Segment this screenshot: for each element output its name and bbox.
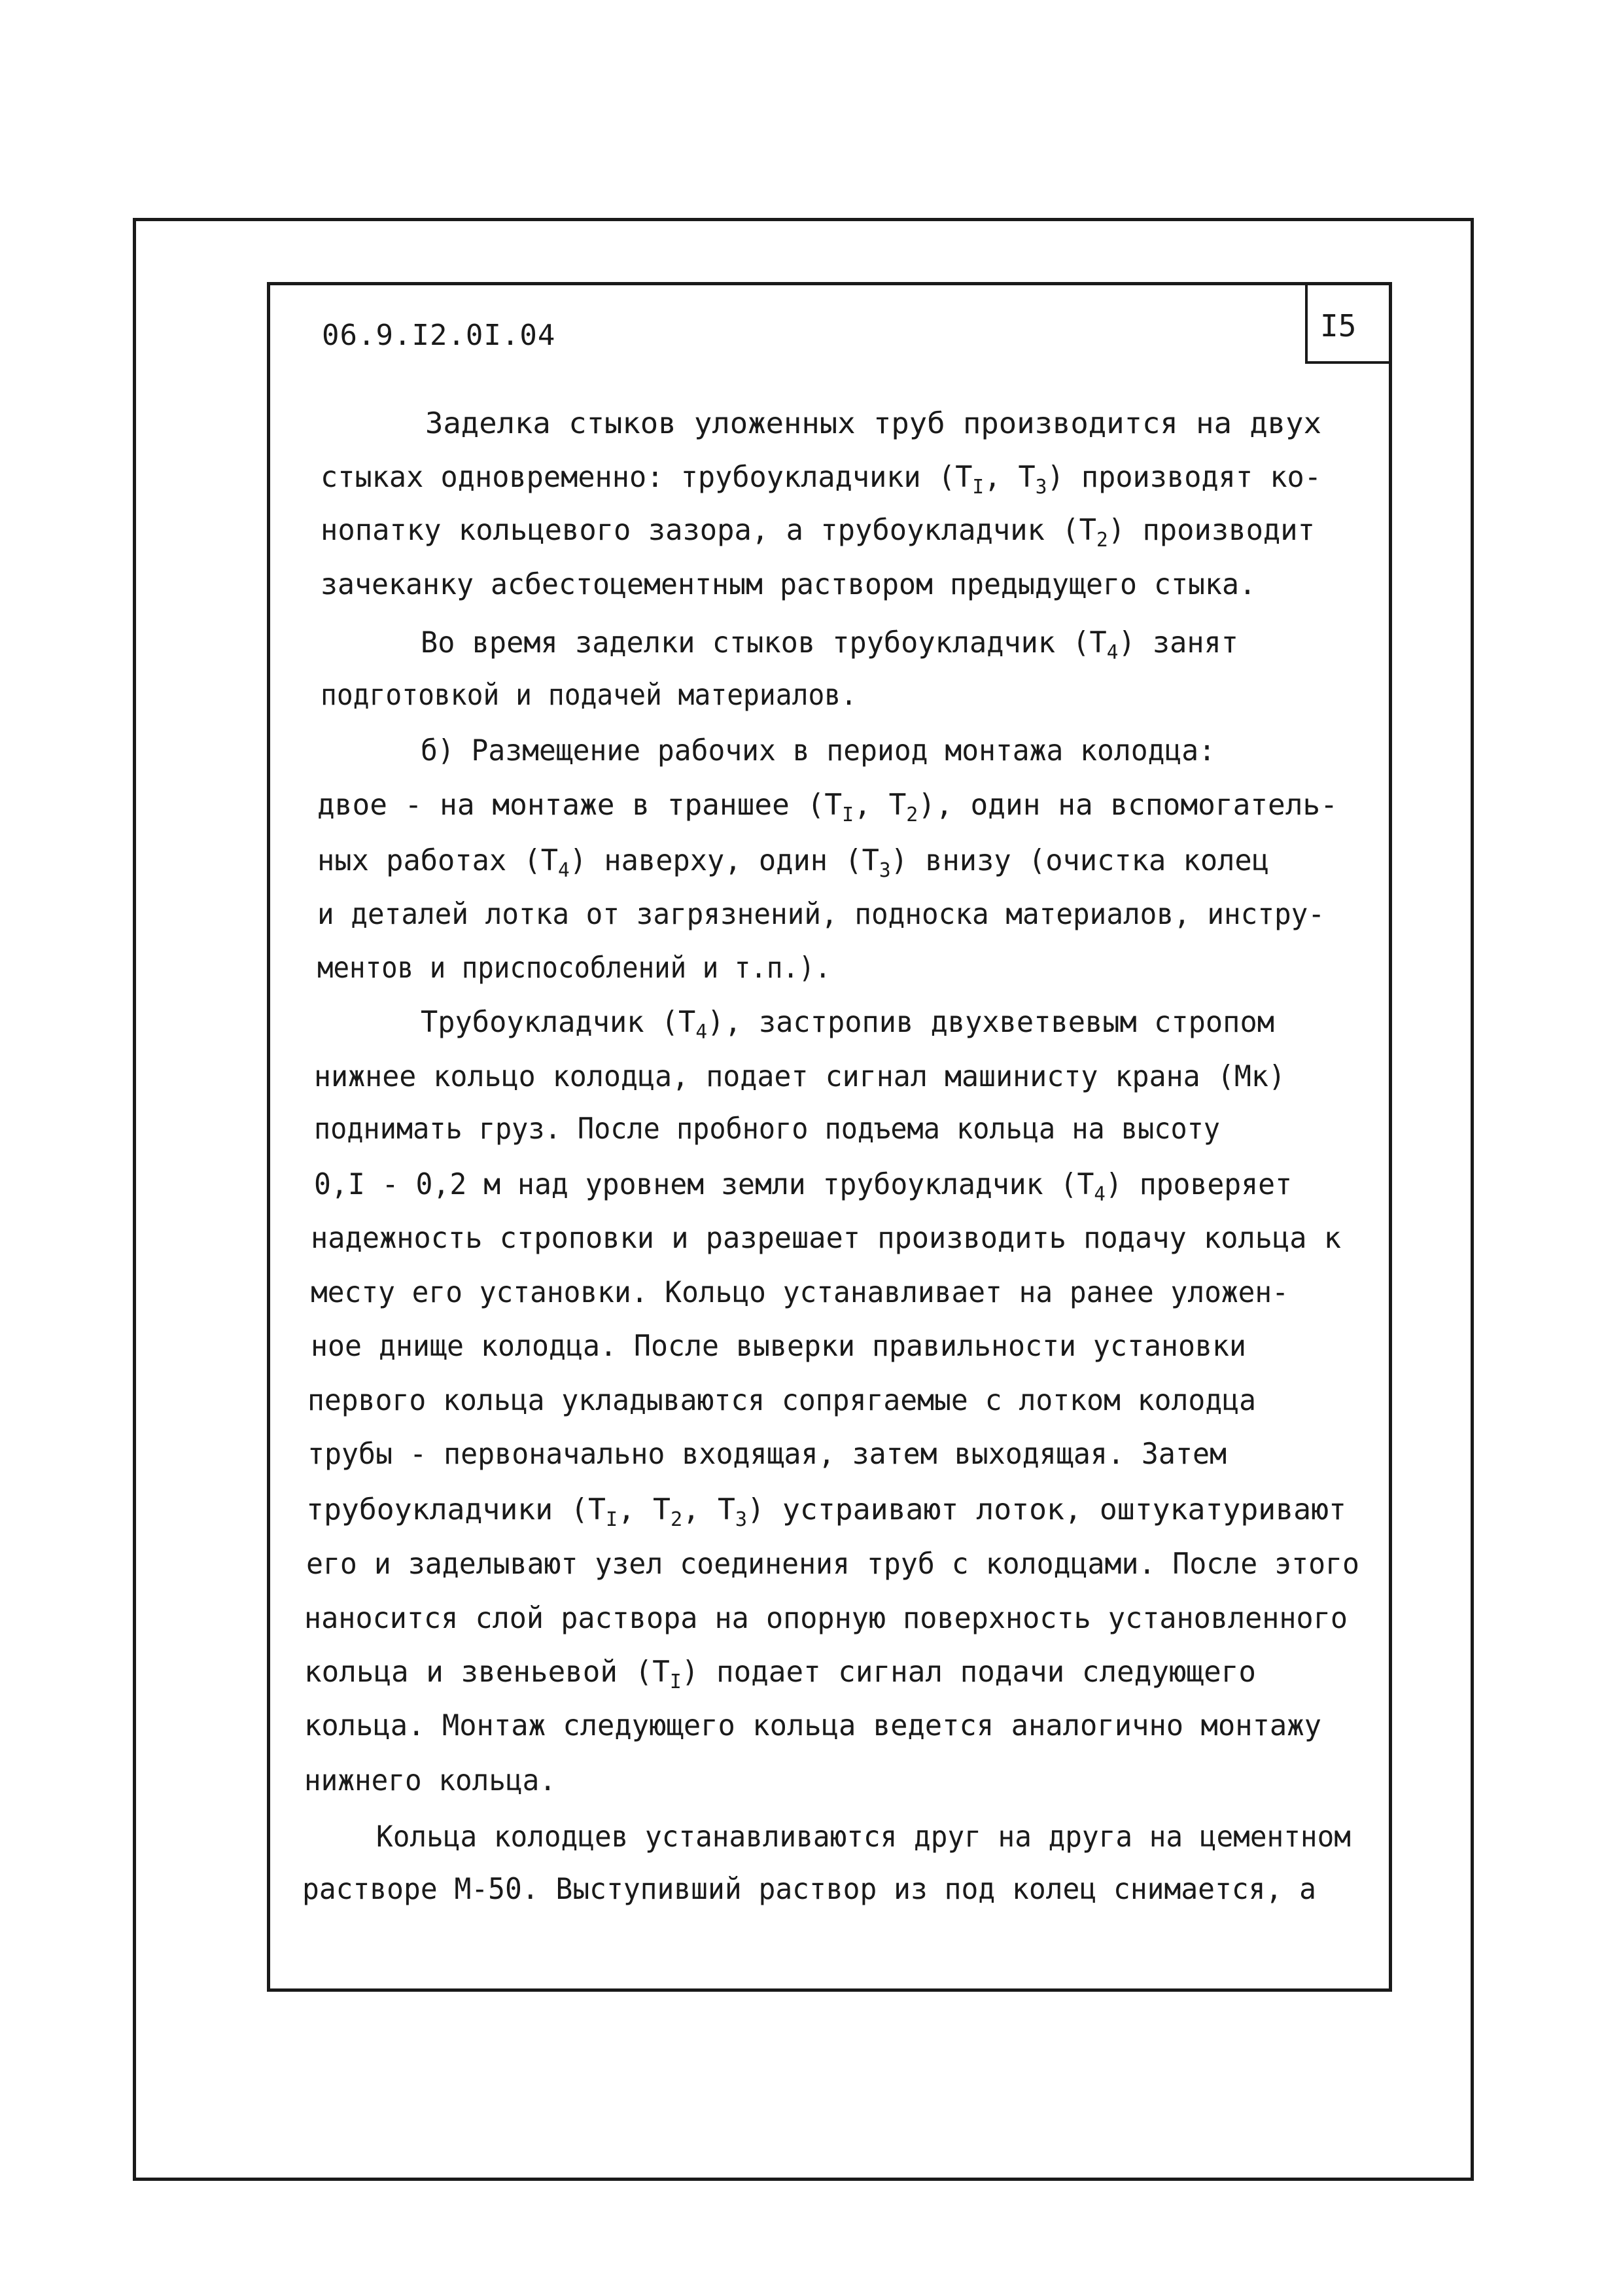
text-line: [314, 1059, 1285, 1095]
text-segment: , Т: [984, 461, 1036, 494]
text-segment: кольца. Монтаж следующего кольца ведется аналогично монтажу: [304, 1709, 1321, 1742]
text-line: [321, 567, 1256, 603]
text-line: [304, 1654, 1256, 1691]
text-line: [376, 1819, 1351, 1856]
text-segment: ) внизу (очистка колец: [890, 844, 1269, 877]
text-line: [304, 1763, 556, 1799]
text-segment: ), застропив двухветвевым стропом: [707, 1006, 1274, 1039]
text-segment: трубоукладчики (Т: [306, 1493, 606, 1527]
text-segment: ) наверху, один (Т: [569, 844, 879, 877]
text-line: [302, 1871, 1316, 1908]
text-segment: ) производят ко-: [1047, 461, 1321, 494]
text-segment: месту его установки. Кольцо устанавливает на ранее уложен-: [311, 1276, 1289, 1309]
subscript: 2: [670, 1508, 683, 1531]
text-segment: б) Размещение рабочих в период монтажа колодца:: [421, 734, 1215, 768]
text-line: [311, 1220, 1341, 1257]
text-segment: Во время заделки стыков трубоукладчик (Т: [421, 626, 1107, 660]
text-line: [321, 459, 1321, 499]
text-segment: , Т: [682, 1493, 735, 1527]
text-segment: ) подает сигнал подачи следующего: [681, 1655, 1256, 1689]
text-segment: , Т: [618, 1493, 671, 1527]
text-line: [317, 950, 831, 987]
text-line: [304, 1708, 1321, 1744]
subscript: 2: [1096, 529, 1108, 552]
subscript: 4: [695, 1021, 708, 1044]
text-segment: первого кольца укладываются сопрягаемые с лотком колодца: [307, 1384, 1256, 1417]
subscript: I: [842, 804, 854, 826]
text-segment: ных работах (Т: [317, 844, 559, 877]
text-line: [321, 677, 857, 714]
text-segment: наносится слой раствора на опорную поверхность установленного: [304, 1602, 1348, 1635]
text-segment: подготовкой и подачей материалов.: [321, 679, 857, 712]
text-line: [311, 1275, 1289, 1311]
text-segment: ) устраивают лоток, оштукатуривают: [747, 1493, 1346, 1527]
text-segment: ) проверяет: [1105, 1168, 1292, 1201]
text-line: [314, 1167, 1292, 1206]
subscript: I: [972, 476, 985, 499]
text-segment: Заделка стыков уложенных труб производится на двух: [425, 407, 1321, 440]
text-segment: поднимать груз. После пробного подъема кольца на высоту: [314, 1112, 1220, 1146]
text-line: [306, 1546, 1359, 1583]
text-segment: зачеканку асбестоцементным раствором предыдущего стыка.: [321, 568, 1256, 601]
text-segment: и деталей лотка от загрязнений, подноска материалов, инстру-: [317, 898, 1325, 931]
text-segment: его и заделывают узел соединения труб с колодцами. После этого: [306, 1547, 1359, 1581]
text-line: [317, 843, 1269, 882]
text-line: [421, 733, 1215, 769]
document-code: 06.9.I2.0I.04: [322, 319, 556, 352]
text-segment: нижнего кольца.: [304, 1764, 556, 1797]
subscript: 4: [1106, 641, 1119, 664]
text-segment: нижнее кольцо колодца, подает сигнал машинисту крана (Мк): [314, 1060, 1285, 1093]
text-segment: 0,I - 0,2 м над уровнем земли трубоукладчик (Т: [314, 1168, 1094, 1201]
text-line: [311, 1328, 1246, 1365]
text-line: [307, 1436, 1227, 1473]
text-segment: Трубоукладчик (Т: [421, 1006, 696, 1039]
text-segment: Кольца колодцев устанавливаются друг на друга на цементном: [376, 1820, 1351, 1854]
subscript: I: [605, 1508, 618, 1531]
subscript: 3: [1035, 476, 1047, 499]
subscript: 2: [906, 804, 918, 826]
text-line: [317, 787, 1338, 824]
text-line: [425, 406, 1321, 442]
text-segment: растворе М-50. Выступивший раствор из под колец снимается, а: [302, 1873, 1316, 1906]
text-segment: , Т: [854, 788, 907, 822]
text-segment: ) занят: [1118, 626, 1238, 660]
subscript: 3: [879, 859, 891, 882]
text-segment: ное днище колодца. После выверки правильности установки: [311, 1330, 1246, 1363]
text-segment: ) производит: [1108, 514, 1315, 547]
text-line: [317, 896, 1325, 933]
subscript: 4: [558, 859, 570, 882]
text-line: [314, 1111, 1220, 1148]
text-line: [307, 1383, 1256, 1419]
text-segment: ментов и приспособлений и т.п.).: [317, 951, 831, 985]
text-segment: нопатку кольцевого зазора, а трубоукладчик (Т: [321, 514, 1096, 547]
text-line: [421, 625, 1238, 662]
text-segment: надежность строповки и разрешает производить подачу кольца к: [311, 1222, 1341, 1255]
page-number: I5: [1320, 308, 1357, 344]
text-segment: стыках одновременно: трубоукладчики (Т: [321, 461, 973, 494]
subscript: 3: [735, 1508, 748, 1531]
text-line: [306, 1492, 1346, 1531]
subscript: I: [669, 1670, 682, 1693]
text-segment: ), один на вспомогатель-: [918, 788, 1338, 822]
text-segment: двое - на монтаже в траншее (Т: [317, 788, 843, 822]
text-segment: кольца и звеньевой (Т: [304, 1655, 670, 1689]
text-line: [421, 1004, 1274, 1044]
text-line: [304, 1600, 1348, 1637]
subscript: 4: [1094, 1183, 1106, 1206]
text-line: [321, 512, 1315, 552]
text-segment: трубы - первоначально входящая, затем выходящая. Затем: [307, 1438, 1227, 1471]
